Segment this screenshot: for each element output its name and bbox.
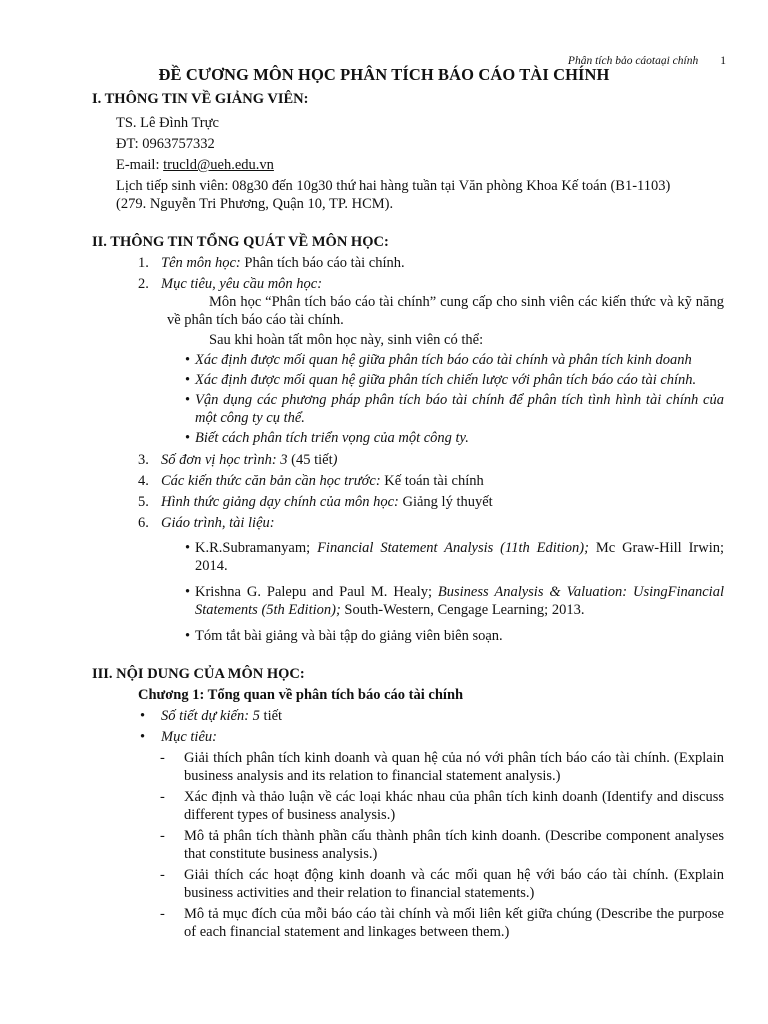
textbooks-item: [92, 514, 724, 532]
course-name-value: Phân tích báo cáo tài chính.: [240, 255, 405, 271]
goal-text: Mô tả mục đích của mỗi báo cáo tài chính và mối liên kết giữa chúng (Describe the purpose of each financial statement and linkages between them.): [184, 906, 724, 940]
credits-item: [92, 451, 724, 469]
goals-label: Mục tiêu:: [161, 729, 217, 745]
dash-icon: -: [160, 906, 165, 922]
goal-item: [92, 905, 724, 941]
objective-text: Xác định được mối quan hệ giữa phân tích chiến lược với phân tích báo cáo tài chính.: [195, 372, 697, 388]
goal-item: [92, 749, 724, 785]
objective-bullet: [92, 429, 724, 447]
office-hours-line-2: (279. Nguyễn Tri Phương, Quận 10, TP. HCM).: [116, 196, 394, 212]
goal-text: Xác định và thảo luận về các loại khác nhau của phân tích kinh doanh (Identify and discuss different types of business analysis.): [184, 789, 724, 823]
lecturer-email-line: [92, 156, 724, 174]
goal-item: [92, 788, 724, 824]
goal-item: [92, 827, 724, 863]
objectives-paragraph: Môn học “Phân tích báo cáo tài chính” cung cấp cho sinh viên các kiến thức và kỹ năng về phân tích báo cáo tài chính.: [167, 294, 724, 328]
bullet-icon: •: [140, 729, 146, 745]
reference-item: [92, 583, 724, 619]
item-number: 1.: [138, 255, 149, 271]
section-1-heading: I. THÔNG TIN VỀ GIẢNG VIÊN:: [92, 91, 309, 107]
teaching-method-value: Giảng lý thuyết: [398, 494, 493, 510]
dash-icon: -: [160, 750, 165, 766]
page-number: 1: [720, 55, 726, 67]
running-title: Phân tích bảo cáotaại chính: [567, 55, 699, 67]
bullet-icon: •: [185, 430, 191, 446]
reference-authors: Krishna G. Palepu and Paul M. Healy;: [195, 584, 438, 600]
course-name-label: Tên môn học:: [161, 255, 241, 271]
reference-authors: Tóm tắt bài giảng và bài tập do giảng viên biên soạn.: [195, 628, 503, 644]
bullet-icon: •: [185, 372, 191, 388]
objective-bullet: [92, 391, 724, 427]
lecturer-phone: ĐT: 0963757332: [116, 136, 215, 152]
objective-text: Xác định được mối quan hệ giữa phân tích báo cáo tài chính và phân tích kinh doanh: [195, 352, 692, 368]
objectives-label: Mục tiêu, yêu cầu môn học:: [161, 276, 323, 292]
chapter-1-title: Chương 1: Tổng quan về phân tích báo cáo tài chính: [138, 687, 464, 703]
prerequisite-label: Các kiến thức căn bản cần học trước:: [161, 473, 381, 489]
item-number: 3.: [138, 452, 149, 468]
hours-label: Số tiết dự kiến: 5: [161, 708, 260, 724]
goal-text: Giải thích phân tích kinh doanh và quan hệ của nó với phân tích báo cáo tài chính. (Explain business analysis and its relation to financial statement analysis.): [184, 750, 724, 784]
textbooks-label: Giáo trình, tài liệu:: [161, 515, 275, 531]
bullet-icon: •: [185, 540, 191, 556]
lecturer-name: TS. Lê Đình Trực: [116, 115, 219, 131]
objective-bullet: [92, 371, 724, 389]
reference-item: [92, 627, 724, 645]
document-body: [92, 90, 724, 941]
bullet-icon: •: [185, 392, 191, 408]
dash-icon: -: [160, 867, 165, 883]
reference-publisher: Mc Graw-Hill Irwin; 2014.: [195, 540, 725, 574]
bullet-icon: •: [185, 628, 191, 644]
bullet-icon: •: [185, 584, 191, 600]
item-number: 5.: [138, 494, 149, 510]
reference-publisher: South-Western, Cengage Learning; 2013.: [340, 602, 585, 618]
goal-item: [92, 866, 724, 902]
section-3-heading: III. NỘI DUNG CỦA MÔN HỌC:: [92, 666, 305, 682]
chapter-goals-label: [92, 728, 724, 746]
bullet-icon: •: [140, 708, 146, 724]
dash-icon: -: [160, 828, 165, 844]
goal-text: Mô tả phân tích thành phần cấu thành phân tích kinh doanh. (Describe component analyses that constitute business analysis.): [184, 828, 724, 862]
credits-tail: ): [332, 452, 338, 468]
objective-bullet: [92, 351, 724, 369]
course-name-item: [92, 254, 724, 272]
item-number: 4.: [138, 473, 149, 489]
hours-tail: tiết: [259, 708, 283, 724]
reference-authors: K.R.Subramanyam;: [195, 540, 318, 556]
email-label: E-mail:: [116, 157, 164, 173]
section-2-heading: II. THÔNG TIN TỔNG QUÁT VỀ MÔN HỌC:: [92, 234, 389, 250]
objectives-item: [92, 275, 724, 293]
prerequisite-value: Kế toán tài chính: [380, 473, 484, 489]
document-title: ĐỀ CƯƠNG MÔN HỌC PHÂN TÍCH BÁO CÁO TÀI CHÍNH: [158, 65, 610, 84]
objectives-intro: Sau khi hoàn tất môn học này, sinh viên có thể:: [209, 332, 484, 348]
reference-title: Financial Statement Analysis (11th Edition);: [317, 540, 589, 556]
objective-text: Vận dụng các phương pháp phân tích báo tài chính để phân tích tình hình tài chính của một công ty cụ thể.: [195, 392, 724, 426]
objective-text: Biết cách phân tích triển vọng của một công ty.: [195, 430, 469, 446]
reference-item: [92, 539, 724, 575]
item-number: 6.: [138, 515, 149, 531]
credits-label: Số đơn vị học trình: 3: [161, 452, 288, 468]
email-link[interactable]: trucld@ueh.edu.vn: [163, 157, 274, 173]
reference-title: Business Analysis & Valuation: UsingFinancial Statements (5th Edition);: [195, 584, 724, 618]
teaching-method-label: Hình thức giảng dạy chính của môn học:: [161, 494, 399, 510]
teaching-method-item: [92, 493, 724, 511]
office-hours-line-1: Lịch tiếp sinh viên: 08g30 đến 10g30 thứ hai hàng tuần tại Văn phòng Khoa Kế toán (B1-1103): [116, 178, 671, 194]
prerequisite-item: [92, 472, 724, 490]
dash-icon: -: [160, 789, 165, 805]
credits-value: (45 tiết: [287, 452, 333, 468]
goal-text: Giải thích các hoạt động kinh doanh và các mối quan hệ với báo cáo tài chính. (Explain business activities and their relation to financial statements.): [184, 867, 724, 901]
chapter-hours: [92, 707, 724, 725]
item-number: 2.: [138, 276, 149, 292]
bullet-icon: •: [185, 352, 191, 368]
